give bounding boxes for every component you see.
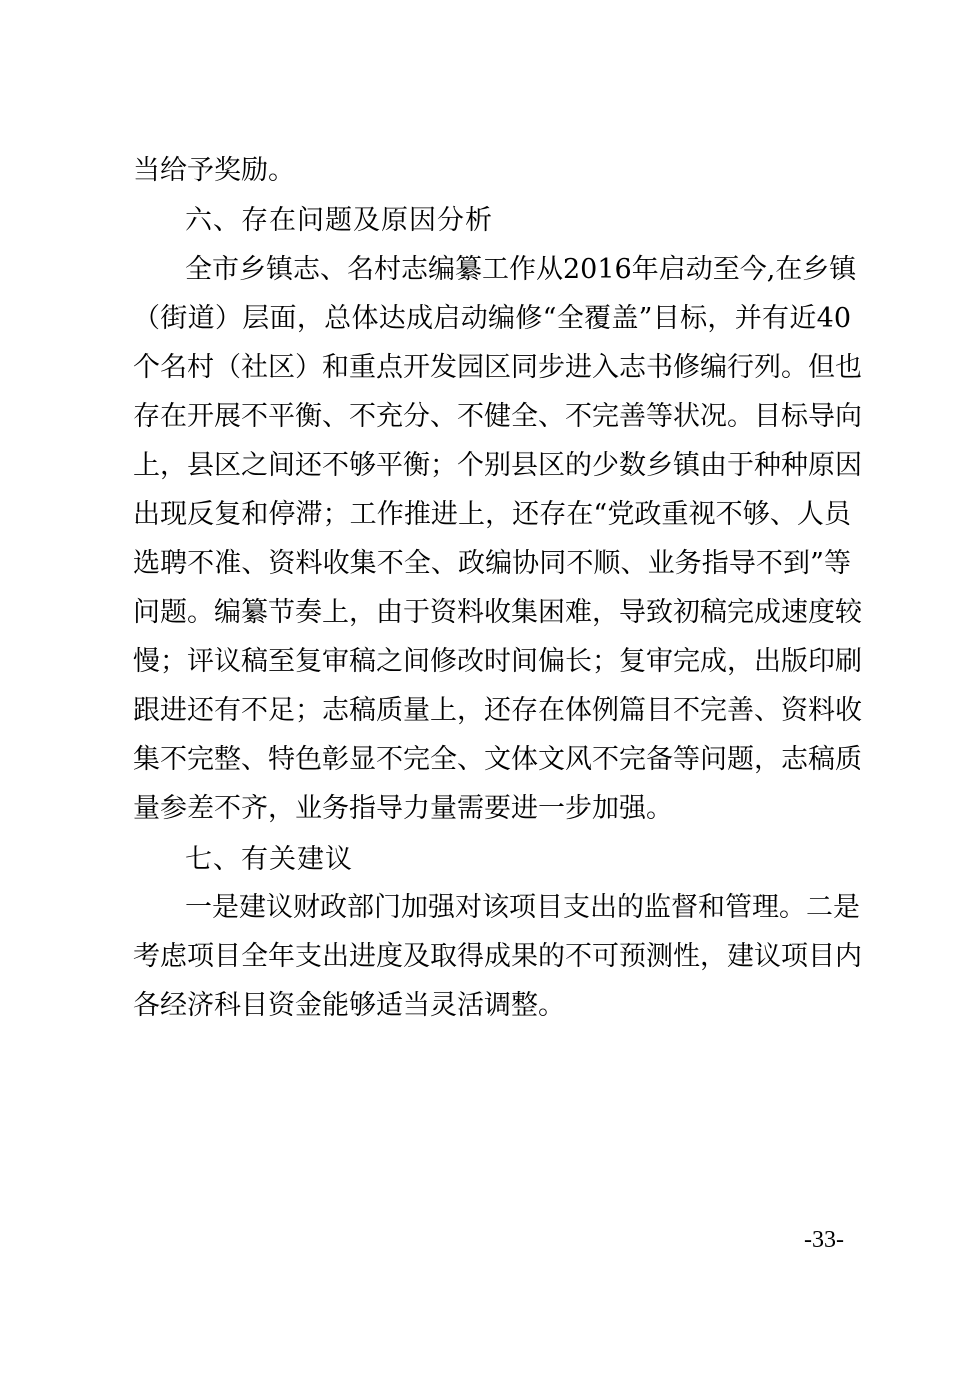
paragraph-line: 全市乡镇志、名村志编纂工作从2016年启动至今,在乡镇 bbox=[185, 254, 857, 285]
paragraph-line: 各经济科目资金能够适当灵活调整。 bbox=[133, 990, 565, 1021]
page-number: -33- bbox=[804, 1227, 844, 1253]
paragraph-line: 出现反复和停滞；工作推进上，还存在“党政重视不够、人员 bbox=[133, 499, 851, 530]
paragraph-line: 跟进还有不足；志稿质量上，还存在体例篇目不完善、资料收 bbox=[133, 695, 862, 726]
paragraph-line: 一是建议财政部门加强对该项目支出的监督和管理。二是 bbox=[185, 892, 860, 923]
paragraph-line: 集不完整、特色彰显不完全、文体文风不完备等问题，志稿质 bbox=[133, 744, 862, 775]
paragraph-line: 问题。编纂节奏上，由于资料收集困难，导致初稿完成速度较 bbox=[133, 597, 862, 628]
paragraph-line: 上，县区之间还不够平衡；个别县区的少数乡镇由于种种原因 bbox=[133, 450, 862, 481]
section-heading-7: 七、有关建议 bbox=[185, 844, 353, 875]
paragraph-line: 慢；评议稿至复审稿之间修改时间偏长；复审完成，出版印刷 bbox=[133, 646, 862, 677]
paragraph-line: 选聘不准、资料收集不全、政编协同不顺、业务指导不到”等 bbox=[133, 548, 851, 579]
paragraph-line: 存在开展不平衡、不充分、不健全、不完善等状况。目标导向 bbox=[133, 401, 862, 432]
paragraph-line: （街道）层面，总体达成启动编修“全覆盖”目标，并有近40 bbox=[133, 303, 851, 334]
paragraph-line: 个名村（社区）和重点开发园区同步进入志书修编行列。但也 bbox=[133, 352, 862, 383]
paragraph-line: 当给予奖励。 bbox=[133, 155, 295, 186]
paragraph-line: 量参差不齐，业务指导力量需要进一步加强。 bbox=[133, 793, 673, 824]
paragraph-line: 考虑项目全年支出进度及取得成果的不可预测性，建议项目内 bbox=[133, 941, 862, 972]
section-heading-6: 六、存在问题及原因分析 bbox=[185, 205, 493, 236]
